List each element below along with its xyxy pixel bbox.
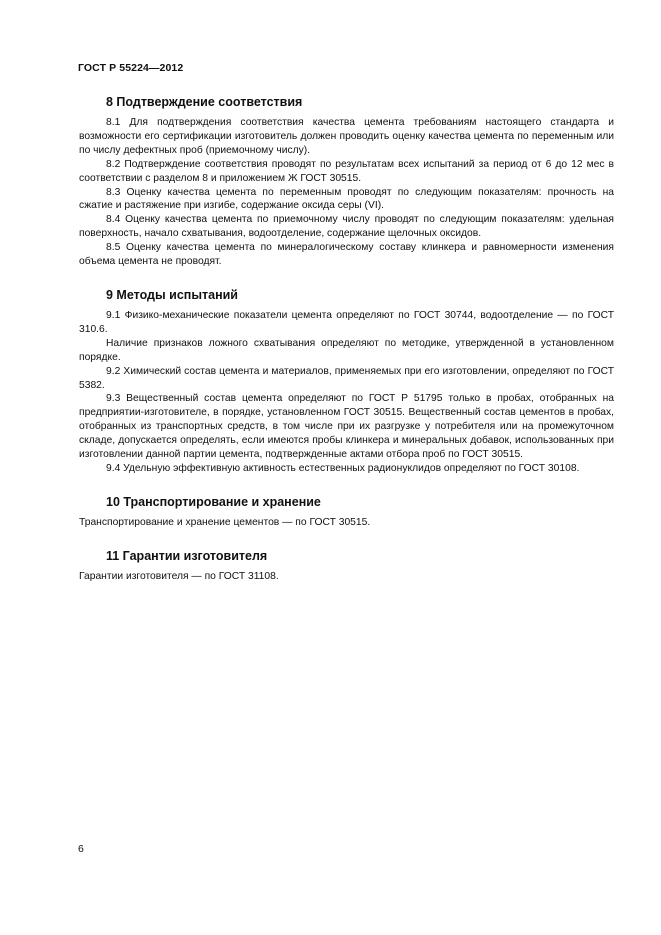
section-title: 9 Методы испытаний — [106, 287, 238, 302]
paragraph: Наличие признаков ложного схватывания определяют по методике, утвержденной в установленном порядке. — [79, 337, 614, 363]
document-body — [79, 94, 614, 584]
section-11 — [79, 548, 614, 584]
section-title: 11 Гарантии изготовителя — [106, 548, 268, 563]
page-number: 6 — [78, 843, 84, 855]
paragraph: 9.1 Физико-механические показатели цемента определяют по ГОСТ 30744, водоотделение — по ГОСТ 310.6. — [79, 309, 614, 335]
paragraph: Гарантии изготовителя — по ГОСТ 31108. — [79, 570, 279, 582]
document-header: ГОСТ Р 55224—2012 — [78, 62, 184, 74]
paragraph: 9.2 Химический состав цемента и материалов, применяемых при его изготовлении, определяют по ГОСТ 5382. — [79, 365, 614, 391]
paragraph: 9.3 Вещественный состав цемента определяют по ГОСТ Р 51795 только в пробах, отобранных на предприятии-изготовителе, в порядке, установленном ГОСТ 30515. Вещественный состав цементов в пробах, отобранных из транспортных средств, в том числе при их разгрузке у потребителя или на промежуточном складе, допускается определять, если имеются пробы клинкера и минеральных добавок, использованных при изготовлении данной партии цемента, подтвержденные актами отбора проб по ГОСТ 30515. — [79, 393, 614, 461]
paragraph: 8.5 Оценку качества цемента по минералогическому составу клинкера и равномерности изменения объема цемента не проводят. — [79, 242, 614, 268]
paragraph: 8.1 Для подтверждения соответствия качества цемента требованиям настоящего стандарта и возможности его сертификации изготовитель должен проводить оценку качества цемента по переменным или по числу дефектных проб (приемочному числу). — [79, 117, 614, 156]
paragraph: 8.3 Оценку качества цемента по переменным проводят по следующим показателям: прочность на сжатие и растяжение при изгибе, содержание оксида серы (VI). — [79, 186, 614, 212]
paragraph: 8.2 Подтверждение соответствия проводят по результатам всех испытаний за период от 6 до 12 мес в соответствии с разделом 8 и приложением Ж ГОСТ 30515. — [79, 158, 614, 184]
paragraph: 9.4 Удельную эффективную активность естественных радионуклидов определяют по ГОСТ 30108. — [106, 462, 580, 474]
section-title: 10 Транспортирование и хранение — [106, 494, 321, 509]
section-10 — [79, 494, 614, 530]
paragraph: 8.4 Оценку качества цемента по приемочному числу проводят по следующим показателям: удельная поверхность, начало схватывания, водоотделение, содержание щелочных оксидов. — [79, 214, 614, 240]
section-8 — [79, 94, 614, 269]
paragraph: Транспортирование и хранение цементов — по ГОСТ 30515. — [79, 516, 371, 528]
section-title: 8 Подтверждение соответствия — [106, 95, 303, 109]
section-9 — [79, 287, 614, 476]
